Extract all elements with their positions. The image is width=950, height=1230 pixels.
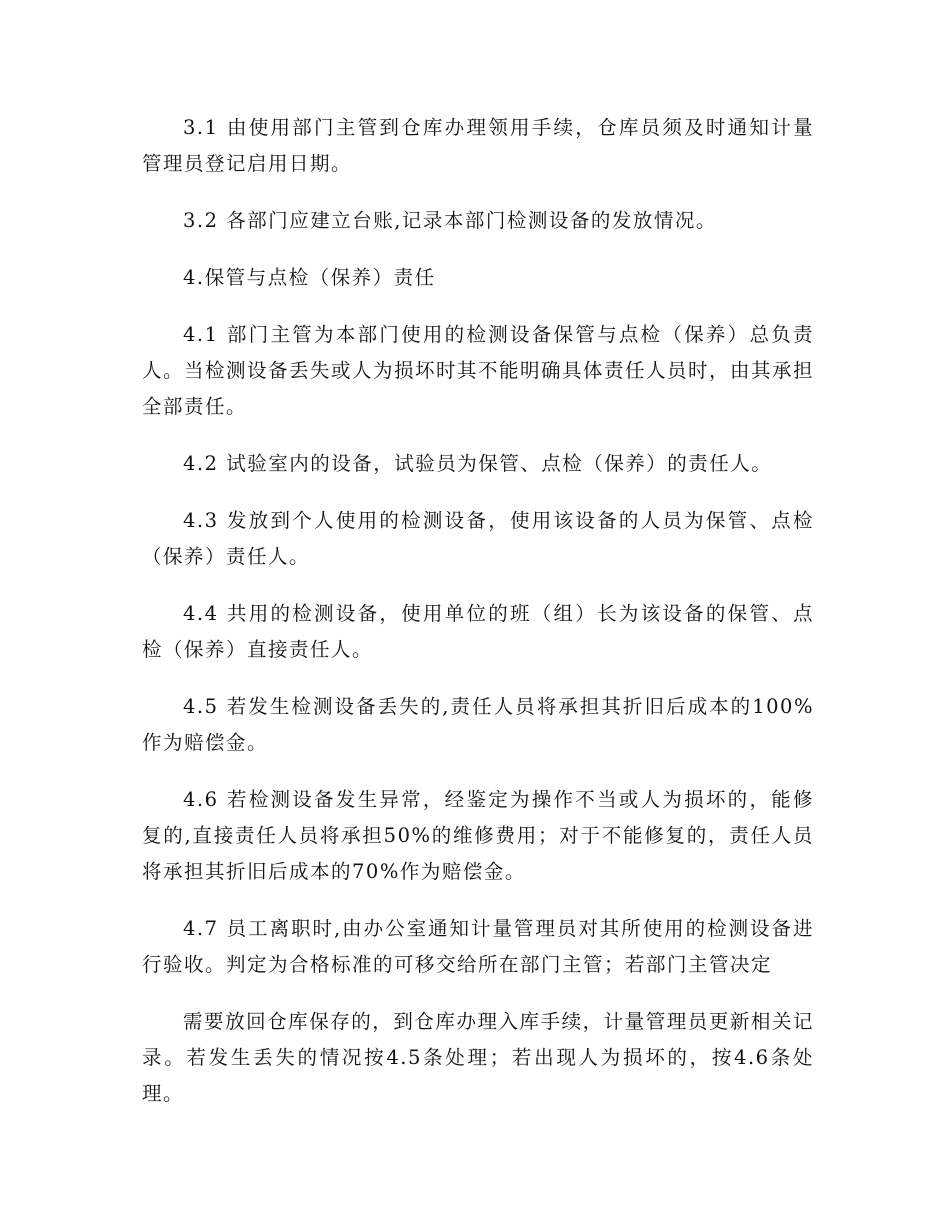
paragraph-4-3: 4.3 发放到个人使用的检测设备，使用该设备的人员为保管、点检（保养）责任人。 <box>142 509 814 568</box>
paragraph-4-1: 4.1 部门主管为本部门使用的检测设备保管与点检（保养）总负责人。当检测设备丢失或人为损坏时其不能明确具体责任人员时，由其承担全部责任。 <box>142 323 815 418</box>
document-body <box>142 110 814 1133</box>
paragraph-4-4: 4.4 共用的检测设备，使用单位的班（组）长为该设备的保管、点检（保养）直接责任人。 <box>142 602 814 661</box>
paragraph-4-6: 4.6 若检测设备发生异常，经鉴定为操作不当或人为损坏的，能修复的,直接责任人员将承担50%的维修费用；对于不能修复的，责任人员将承担其折旧后成本的70%作为赔偿金。 <box>142 788 814 883</box>
paragraph-4-5: 4.5 若发生检测设备丢失的,责任人员将承担其折旧后成本的100%作为赔偿金。 <box>142 695 814 754</box>
paragraph-4-2: 4.2 试验室内的设备，试验员为保管、点检（保养）的责任人。 <box>183 452 773 475</box>
paragraph-4-7-continued: 需要放回仓库保存的，到仓库办理入库手续，计量管理员更新相关记录。若发生丢失的情况按4.5条处理；若出现人为损坏的，按4.6条处理。 <box>142 1010 814 1105</box>
paragraph-4-7: 4.7 员工离职时,由办公室通知计量管理员对其所使用的检测设备进行验收。判定为合格标准的可移交给所在部门主管；若部门主管决定 <box>142 917 814 976</box>
paragraph-3-2: 3.2 各部门应建立台账,记录本部门检测设备的发放情况。 <box>183 209 717 232</box>
section-heading-4: 4.保管与点检（保养）责任 <box>183 266 436 289</box>
paragraph-3-1: 3.1 由使用部门主管到仓库办理领用手续，仓库员须及时通知计量管理员登记启用日期。 <box>142 116 814 175</box>
